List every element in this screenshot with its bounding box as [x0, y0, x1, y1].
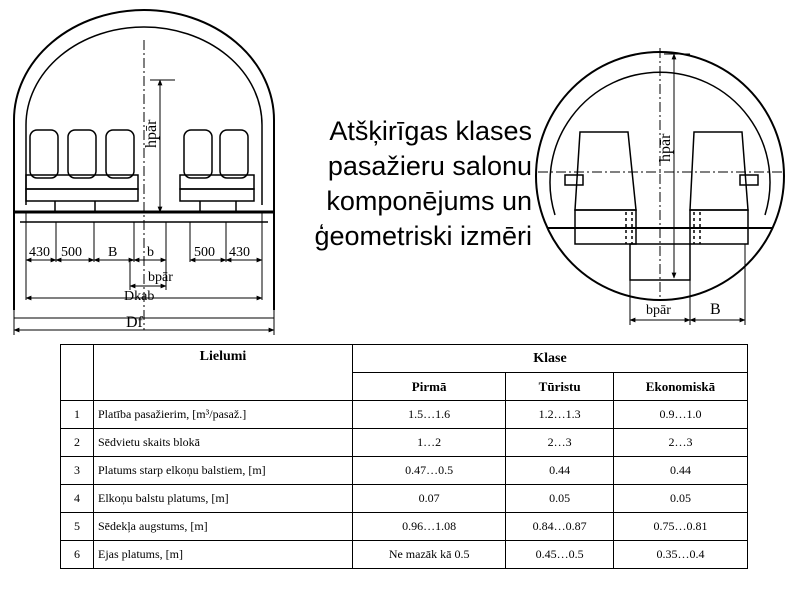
- header-klase: Klase: [353, 345, 748, 373]
- right-h-par-label: hpār: [657, 133, 674, 162]
- diagram-title: [282, 114, 532, 254]
- class-comparison-table: [60, 344, 748, 569]
- dim-df: Df: [126, 314, 143, 331]
- dim-b-par-left: bpār: [148, 270, 173, 285]
- title-line-4: ģeometriski izmēri: [314, 221, 532, 251]
- dim-430-right: 430: [229, 245, 250, 260]
- table-row: 3 Platums starp elkoņu balstiem, [m] 0.47…0.5 0.44 0.44: [61, 457, 748, 485]
- dim-b-left: b: [147, 245, 154, 260]
- table-corner: [61, 345, 94, 401]
- table-row: 2 Sēdvietu skaits blokā 1…2 2…3 2…3: [61, 429, 748, 457]
- dim-B-right: B: [710, 301, 721, 318]
- header-lielumi: Lielumi: [94, 345, 353, 401]
- table-row: 5 Sēdekļa augstums, [m] 0.96…1.08 0.84…0.87 0.75…0.81: [61, 513, 748, 541]
- dim-430-left: 430: [29, 245, 50, 260]
- title-line-3: komponējums un: [326, 186, 532, 216]
- dim-B-left: B: [108, 245, 118, 260]
- left-cabin-section: [14, 10, 274, 335]
- left-h-par-label: hpār: [143, 119, 160, 148]
- title-line-1: Atšķirīgas klases: [329, 116, 532, 146]
- right-cabin-section: [536, 48, 784, 325]
- table-row: 6 Ejas platums, [m] Ne mazāk kā 0.5 0.45…0.5 0.35…0.4: [61, 541, 748, 569]
- header-class-first: Pirmā: [353, 373, 506, 401]
- right-seat-block-2: [180, 130, 254, 212]
- dim-500-right: 500: [194, 245, 215, 260]
- left-seat-block-3: [26, 130, 138, 212]
- dim-dkab: Dkab: [124, 289, 155, 304]
- dim-b-par-right: bpār: [646, 303, 671, 318]
- table-row: 4 Elkoņu balstu platums, [m] 0.07 0.05 0.05: [61, 485, 748, 513]
- dim-500-left: 500: [61, 245, 82, 260]
- header-class-economy: Ekonomiskā: [613, 373, 747, 401]
- title-line-2: pasažieru salonu: [327, 151, 532, 181]
- header-class-tourist: Tūristu: [506, 373, 614, 401]
- table-row: 1 Platība pasažierim, [m³/pasaž.] 1.5…1.6 1.2…1.3 0.9…1.0: [61, 401, 748, 429]
